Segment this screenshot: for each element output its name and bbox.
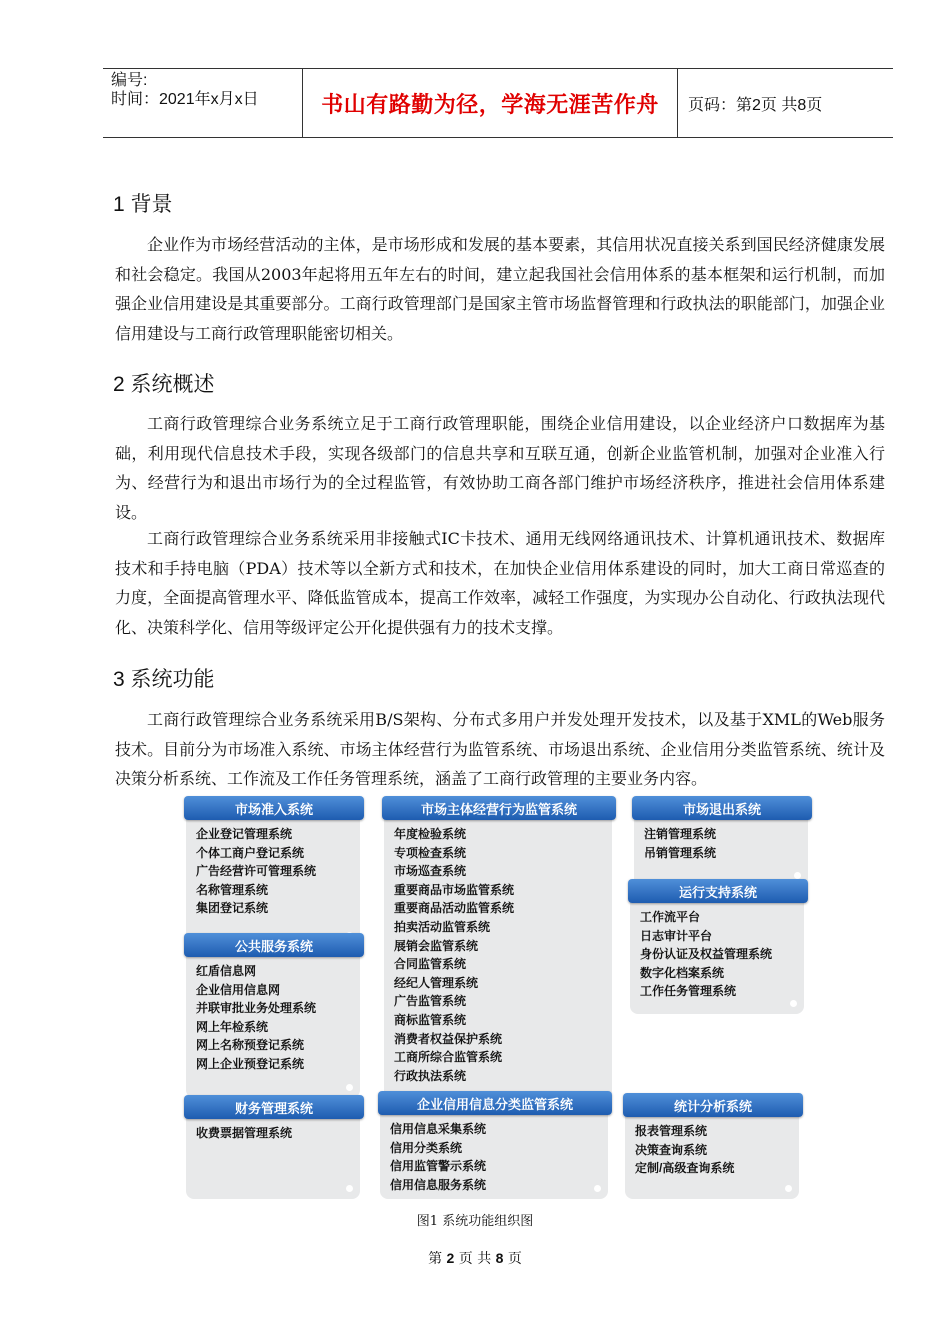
- list-item: 网上年检系统: [196, 1019, 269, 1034]
- paragraph-overview-2: 工商行政管理综合业务系统采用非接触式IC卡技术、通用无线网络通讯技术、计算机通讯技术、数据库技术和手持电脑（PDA）技术等以全新方式和技术，在加快企业信用体系建设的同时，加大工商日常巡查的力度，全面提高管理水平、降低监管成本，提高工作效率，减轻工作强度，为实现办公自动化、行政执法现代化、决策科学化、信用等级评定公开化提供强有力的技术支撑。: [115, 529, 885, 637]
- group-title: 市场退出系统: [632, 796, 812, 820]
- corner-dot: [790, 1000, 797, 1007]
- footer-total-pages: 8: [495, 1250, 504, 1266]
- list-item: 信用分类系统: [390, 1140, 463, 1155]
- corner-dot: [794, 872, 801, 879]
- section-heading-background: 1 背景: [113, 193, 173, 216]
- list-item: 广告经营许可管理系统: [196, 864, 317, 879]
- group-market-access: [184, 796, 364, 946]
- group-items: [186, 953, 360, 1098]
- list-item: 网上名称预登记系统: [196, 1038, 305, 1053]
- list-item: 年度检验系统: [394, 827, 467, 841]
- list-item: 日志审计平台: [640, 928, 713, 943]
- group-credit-supervision: [378, 1091, 612, 1199]
- corner-dot: [785, 1185, 792, 1192]
- list-item: 注销管理系统: [644, 827, 717, 841]
- group-items: [630, 899, 804, 1014]
- footer-suffix: 页: [507, 1251, 522, 1267]
- list-item: 并联审批业务处理系统: [196, 1001, 317, 1016]
- paragraph-functions: 工商行政管理综合业务系统采用B/S架构、分布式多用户并发处理开发技术，以及基于XML的Web服务技术。目前分为市场准入系统、市场主体经营行为监管系统、市场退出系统、企业信用分类监管系统、统计及决策分析系统、工作流及工作任务管理系统，涵盖了工商行政管理的主要业务内容。: [115, 710, 885, 788]
- list-item: 企业信用信息网: [196, 982, 281, 997]
- group-items: [186, 816, 360, 946]
- list-item: 身份认证及权益管理系统: [640, 947, 773, 962]
- list-item: 集团登记系统: [196, 901, 269, 916]
- group-items: [384, 816, 612, 1111]
- list-item: 拍卖活动监管系统: [394, 919, 491, 934]
- group-finance: [184, 1095, 364, 1199]
- list-item: 网上企业预登记系统: [196, 1056, 305, 1071]
- group-market-exit: [632, 796, 812, 886]
- page-footer: [0, 1248, 950, 1268]
- list-item: 决策查询系统: [635, 1142, 708, 1157]
- list-item: 个体工商户登记系统: [196, 845, 305, 860]
- list-item: 商标监管系统: [394, 1012, 467, 1027]
- system-function-diagram: [180, 793, 815, 1203]
- list-item: 定制/高级查询系统: [635, 1161, 735, 1176]
- list-item: 专项检查系统: [394, 845, 467, 860]
- group-title: 公共服务系统: [184, 933, 364, 957]
- list-item: 合同监管系统: [394, 957, 467, 972]
- footer-middle: 页 共: [458, 1251, 492, 1267]
- list-item: 信用监管警示系统: [390, 1159, 487, 1174]
- list-item: 行政执法系统: [394, 1068, 467, 1083]
- group-items: [625, 1113, 799, 1199]
- paragraph-overview-1: 工商行政管理综合业务系统立足于工商行政管理职能，围绕企业信用建设，以企业经济户口数据库为基础，利用现代信息技术手段，实现各级部门的信息共享和互联互通，创新企业监管机制，加强对企业准入行为、经营行为和退出市场行为的全过程监管，有效协助工商各部门维护市场经济秩序，推进社会信用体系建设。: [115, 414, 885, 522]
- corner-dot: [594, 1185, 601, 1192]
- corner-dot: [346, 1185, 353, 1192]
- list-item: 工商所综合监管系统: [394, 1050, 503, 1065]
- figure-caption: 图1 系统功能组织图: [416, 1214, 534, 1229]
- group-title: 财务管理系统: [184, 1095, 364, 1119]
- group-business-supervision: [382, 796, 616, 1111]
- section-heading-functions: 3 系统功能: [113, 668, 215, 691]
- list-item: 红盾信息网: [196, 964, 257, 978]
- group-operation-support: [628, 879, 808, 1014]
- group-title: 统计分析系统: [623, 1093, 803, 1117]
- group-title: 运行支持系统: [628, 879, 808, 903]
- list-item: 报表管理系统: [635, 1124, 708, 1138]
- list-item: 名称管理系统: [196, 882, 269, 897]
- list-item: 重要商品市场监管系统: [394, 882, 515, 897]
- group-title: 市场主体经营行为监管系统: [382, 796, 616, 820]
- list-item: 市场巡查系统: [394, 864, 467, 879]
- group-public-service: [184, 933, 364, 1098]
- group-statistics: [623, 1093, 803, 1199]
- list-item: 消费者权益保护系统: [394, 1031, 503, 1046]
- corner-dot: [346, 1084, 353, 1091]
- list-item: 信用信息采集系统: [390, 1122, 487, 1136]
- group-items: [186, 1115, 360, 1199]
- time-label: 时间：2021年x月x日: [111, 91, 259, 108]
- list-item: 信用信息服务系统: [390, 1177, 487, 1192]
- list-item: 经纪人管理系统: [394, 975, 479, 990]
- list-item: 收费票据管理系统: [196, 1126, 293, 1140]
- group-items: [634, 816, 808, 886]
- page-header: [103, 68, 893, 138]
- number-label: 编号:: [111, 72, 148, 89]
- header-meta: [103, 69, 303, 137]
- list-item: 重要商品活动监管系统: [394, 901, 515, 916]
- list-item: 工作任务管理系统: [640, 984, 737, 999]
- group-title: 企业信用信息分类监管系统: [378, 1091, 612, 1115]
- header-motto: 书山有路勤为径，学海无涯苦作舟: [303, 69, 678, 137]
- list-item: 广告监管系统: [394, 994, 467, 1009]
- group-items: [380, 1111, 608, 1199]
- list-item: 展销会监管系统: [394, 938, 479, 953]
- footer-prefix: 第: [428, 1251, 443, 1267]
- header-page-info: 页码：第2页 共8页: [688, 96, 823, 114]
- group-title: 市场准入系统: [184, 796, 364, 820]
- section-heading-overview: 2 系统概述: [113, 373, 215, 396]
- list-item: 吊销管理系统: [644, 845, 717, 860]
- footer-page-number: 2: [446, 1250, 455, 1266]
- paragraph-background: 企业作为市场经营活动的主体，是市场形成和发展的基本要素，其信用状况直接关系到国民经济健康发展和社会稳定。我国从2003年起将用五年左右的时间，建立起我国社会信用体系的基本框架和运行机制，而加强企业信用建设是其重要部分。工商行政管理部门是国家主管市场监督管理和行政执法的职能部门，加强企业信用建设与工商行政管理职能密切相关。: [115, 235, 885, 343]
- list-item: 工作流平台: [640, 910, 701, 924]
- list-item: 数字化档案系统: [640, 965, 725, 980]
- list-item: 企业登记管理系统: [196, 827, 293, 841]
